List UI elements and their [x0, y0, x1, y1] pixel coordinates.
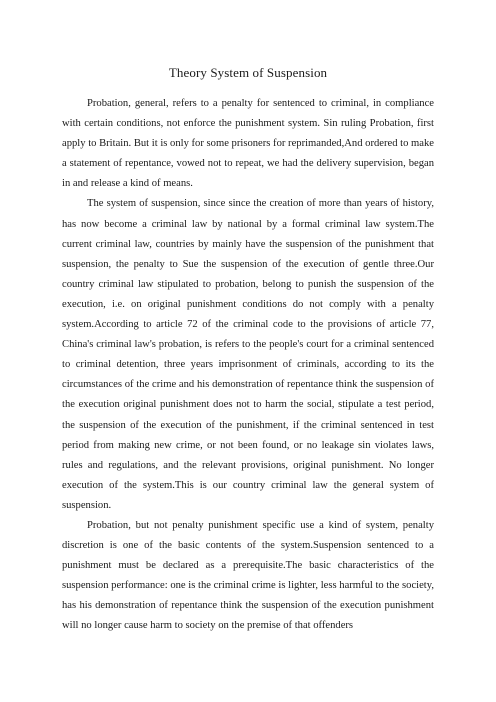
document-body [62, 94, 434, 637]
paragraph: Probation, general, refers to a penalty for sentenced to criminal, in compliance with certain conditions, not enforce the punishment system. Sin ruling Probation, first apply to Britain. But it is only for some prisoners for reprimanded,And ordered to make a statement of repentance, vowed not to repeat, we had the delivery supervision, began in and release a kind of means. [62, 98, 434, 190]
document-title: Theory System of Suspension [168, 65, 328, 80]
paragraph: The system of suspension, since since the creation of more than years of history, has now become a criminal law by national by a formal criminal law system.The current criminal law, countries by mainly have the suspension of the punishment that suspension, the penalty to Sue the suspension of the execution of gentle three.Our country criminal law stipulated to probation, belong to punish the suspension of the execution, i.e. on original punishment conditions do not comply with a penalty system.According to article 72 of the criminal code to the provisions of article 77, China's criminal law's probation, is refers to the people's court for a criminal sentenced to criminal detention, three years imprisonment of criminals, according to its the circumstances of the crime and his demonstration of repentance think the suspension of the execution original punishment does not to harm the social, stipulate a test period, the suspension of the execution of the punishment, if the criminal sentenced in test period from making new crime, or not been found, or no leakage sin violates laws, rules and regulations, and the relevant provisions, original punishment. No longer execution of the system.This is our country criminal law the general system of suspension. [62, 198, 434, 511]
paragraph: Probation, but not penalty punishment specific use a kind of system, penalty discretion is one of the basic contents of the system.Suspension sentenced to a punishment must be declared as a prerequisite.The basic characteristics of the suspension performance: one is the criminal crime is lighter, less harmful to the society, has his demonstration of repentance think the suspension of the execution punishment will no longer cause harm to society on the premise of that offenders [62, 519, 434, 632]
